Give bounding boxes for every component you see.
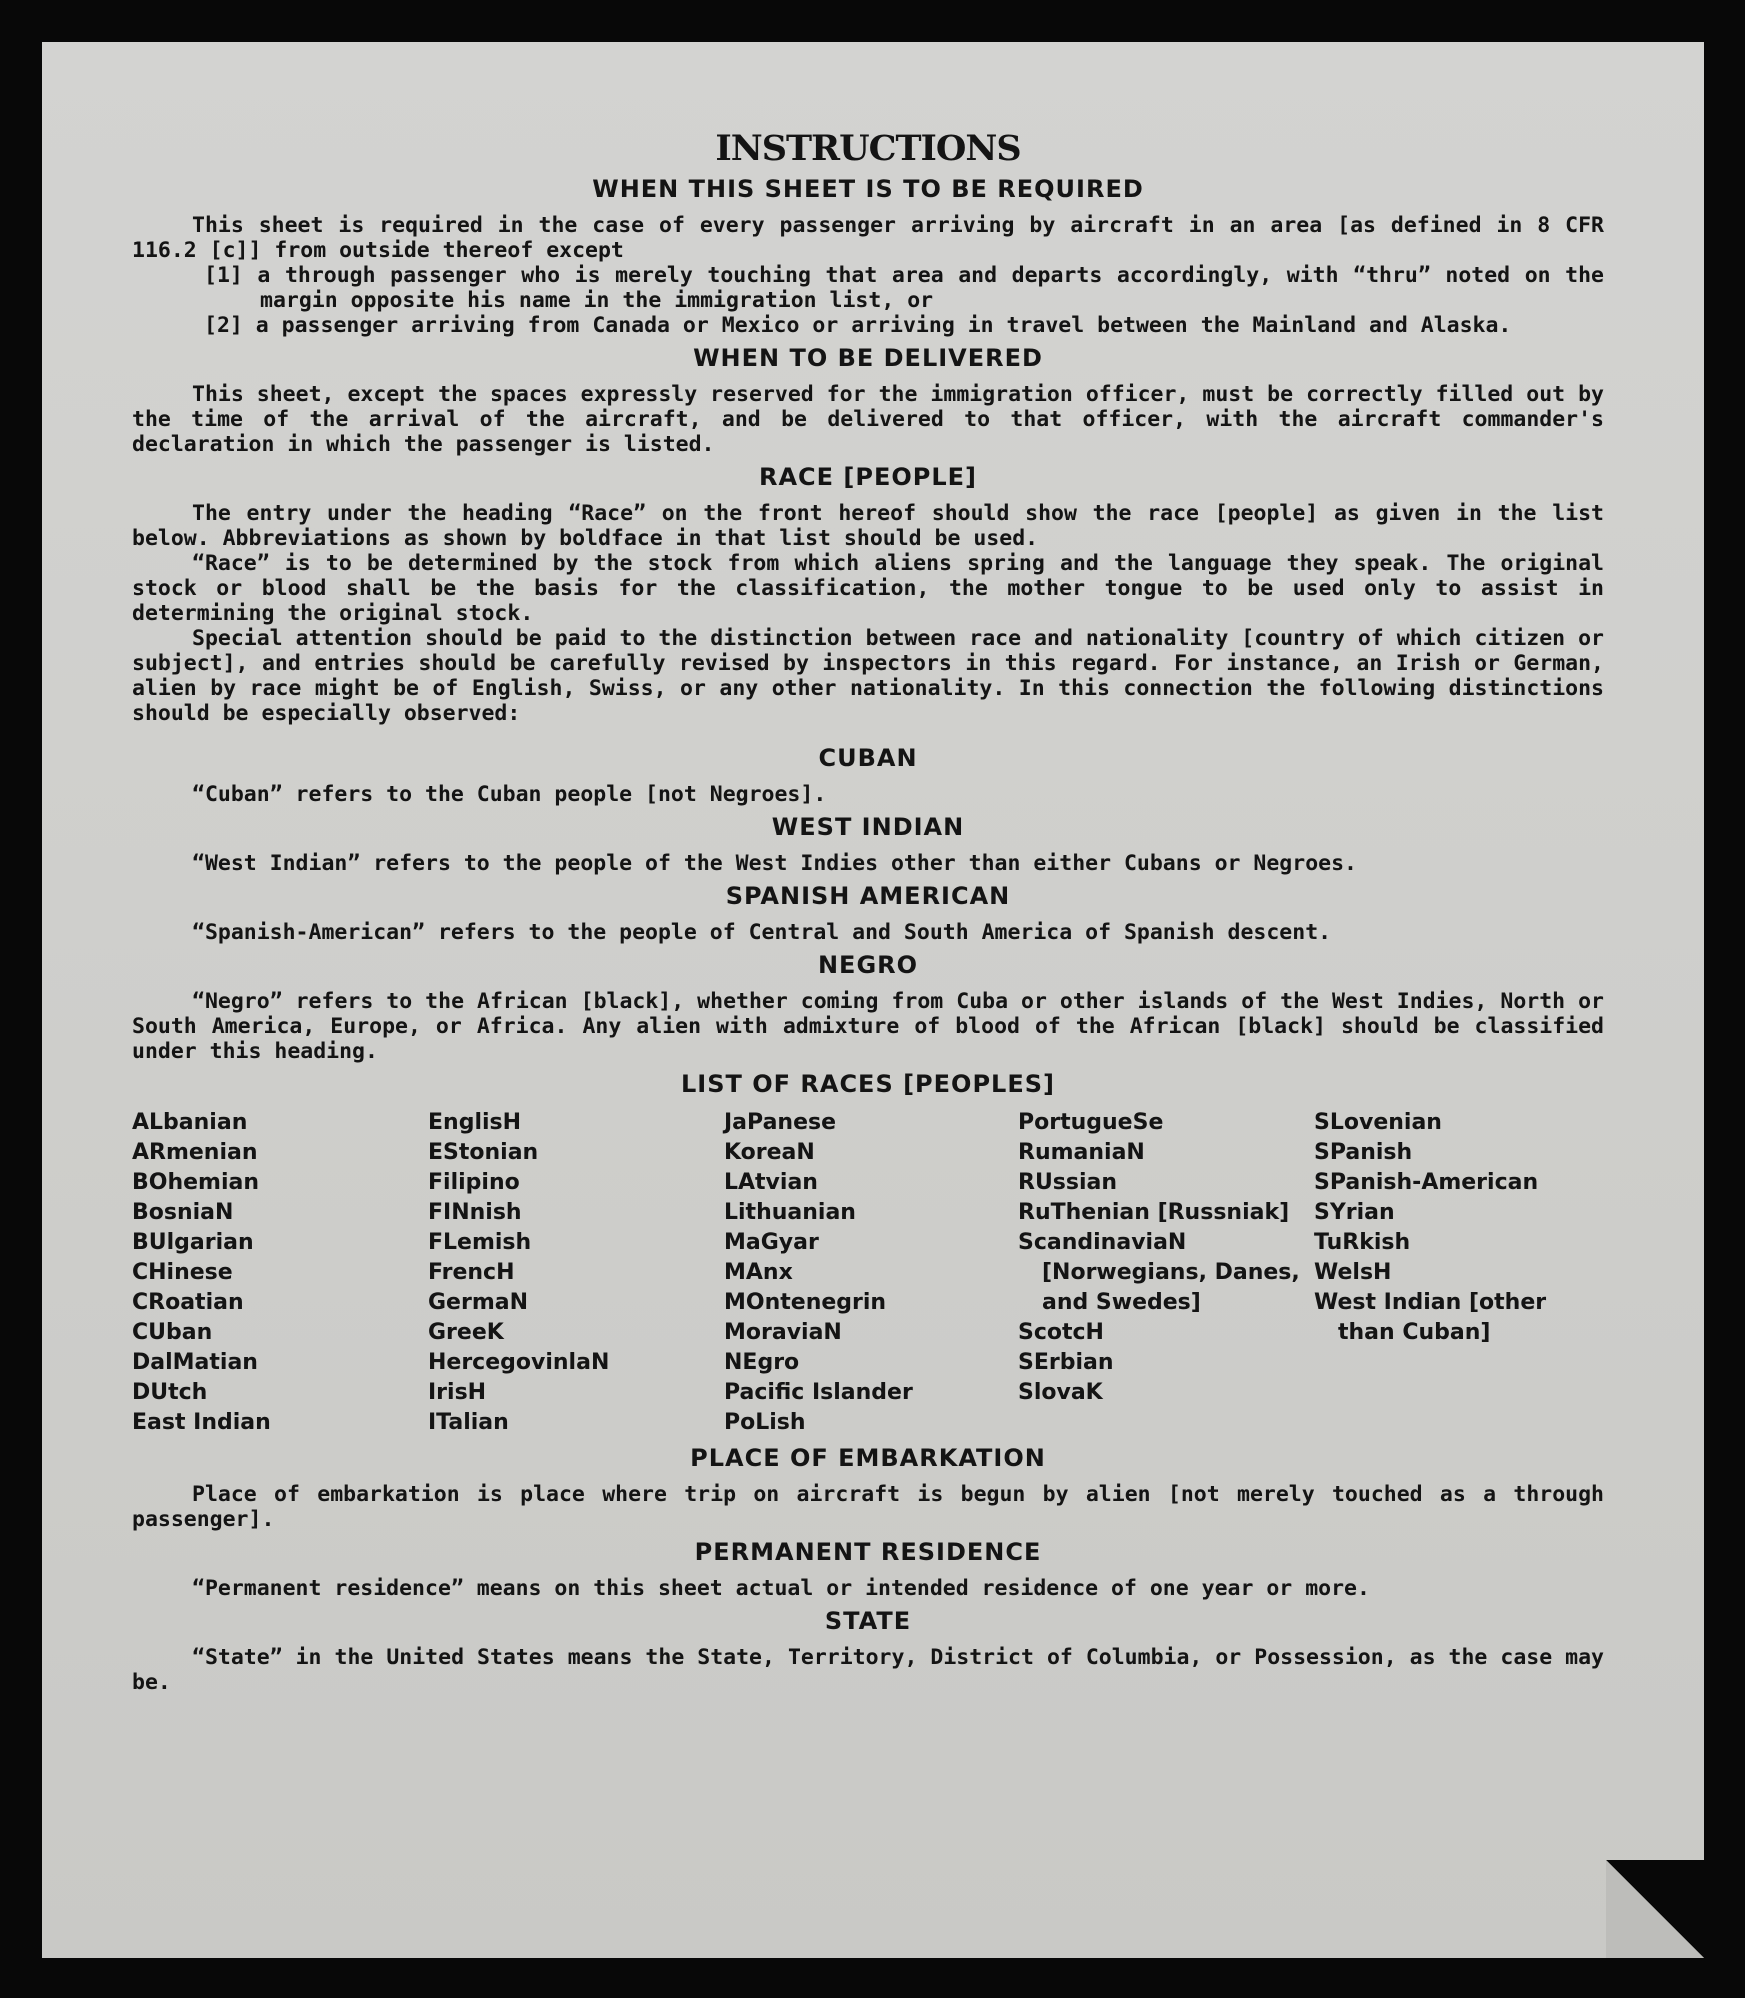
race-list-item: ALbanian bbox=[132, 1110, 248, 1135]
race-column bbox=[428, 1108, 724, 1438]
race-list-item: RuThenian [Russniak] bbox=[1018, 1200, 1290, 1225]
heading-required: WHEN THIS SHEET IS TO BE REQUIRED bbox=[592, 175, 1144, 203]
spanish-american-text: “Spanish-American” refers to the people of Central and South America of Spanish descent. bbox=[192, 920, 1332, 945]
race-list-item: SlovaK bbox=[1018, 1380, 1103, 1405]
race-list-item: PoLish bbox=[724, 1410, 806, 1435]
embarkation-text: Place of embarkation is place where trip on aircraft is begun by alien [not merely touched as a through passenger]. bbox=[132, 1482, 1604, 1532]
negro-text: “Negro” refers to the African [black], whether coming from Cuba or other islands of the West Indies, North or South America, Europe, or Africa. Any alien with admixture of blood of the African [black] should be classified under this heading. bbox=[132, 989, 1604, 1064]
race-list-item: SPanish-American bbox=[1314, 1170, 1539, 1195]
required-item-2: [2] a passenger arriving from Canada or Mexico or arriving in travel between the Mainland and Alaska. bbox=[204, 313, 1512, 338]
delivered-text: This sheet, except the spaces expressly reserved for the immigration officer, must be correctly filled out by the time of the arrival of the aircraft, and be delivered to that officer, with the aircraft commander's declaration in which the passenger is listed. bbox=[132, 382, 1604, 457]
heading-race-list: LIST OF RACES [PEOPLES] bbox=[681, 1070, 1055, 1098]
race-list bbox=[132, 1108, 1604, 1438]
race-list-item: RumaniaN bbox=[1018, 1140, 1145, 1165]
race-column bbox=[1314, 1108, 1604, 1438]
heading-spanish-american: SPANISH AMERICAN bbox=[725, 882, 1011, 910]
race-paragraph: “Race” is to be determined by the stock from which aliens spring and the language they speak. The original stock or blood shall be the basis for the classification, the mother tongue to be used only to assist in determining the original stock. bbox=[132, 551, 1604, 626]
race-list-item: MoraviaN bbox=[724, 1320, 842, 1345]
race-list-item: Lithuanian bbox=[724, 1200, 856, 1225]
race-paragraph: Special attention should be paid to the distinction between race and nationality [country of which citizen or subject], and entries should be carefully revised by inspectors in this regard. For instance, an Irish or German, alien by race might be of English, Swiss, or any other nationality. In this connection the following distinctions should be especially observed: bbox=[132, 626, 1604, 726]
heading-delivered: WHEN TO BE DELIVERED bbox=[693, 344, 1043, 372]
race-column bbox=[132, 1108, 428, 1438]
required-intro: This sheet is required in the case of every passenger arriving by aircraft in an area [as defined in 8 CFR 116.2 [c]] from outside thereof except bbox=[132, 213, 1604, 263]
race-list-item: Filipino bbox=[428, 1170, 520, 1195]
race-list-item: DUtch bbox=[132, 1380, 208, 1405]
race-list-item: BUlgarian bbox=[132, 1230, 254, 1255]
race-list-item: ARmenian bbox=[132, 1140, 258, 1165]
race-list-item: FLemish bbox=[428, 1230, 532, 1255]
race-list-item: SLovenian bbox=[1314, 1110, 1442, 1135]
cuban-text: “Cuban” refers to the Cuban people [not Negroes]. bbox=[192, 782, 827, 807]
race-list-item: Pacific Islander bbox=[724, 1380, 913, 1405]
race-list-item: JaPanese bbox=[724, 1110, 837, 1135]
race-list-item: CHinese bbox=[132, 1260, 233, 1285]
race-column bbox=[724, 1108, 1018, 1438]
race-list-item: IrisH bbox=[428, 1380, 487, 1405]
race-column bbox=[1018, 1108, 1314, 1438]
race-list-item: ScandinaviaN [Norwegians, Danes, and Swedes] bbox=[1018, 1230, 1300, 1315]
document-sheet bbox=[42, 42, 1704, 1958]
race-list-item: PortugueSe bbox=[1018, 1110, 1164, 1135]
page-title: INSTRUCTIONS bbox=[715, 128, 1021, 169]
race-list-item: KoreaN bbox=[724, 1140, 815, 1165]
race-list-item: NEgro bbox=[724, 1350, 800, 1375]
race-list-item: EnglisH bbox=[428, 1110, 522, 1135]
folded-corner bbox=[1606, 1860, 1704, 1958]
race-list-item: SYrian bbox=[1314, 1200, 1395, 1225]
race-list-item: FINnish bbox=[428, 1200, 522, 1225]
race-list-item: ITalian bbox=[428, 1410, 509, 1435]
race-list-item: BosniaN bbox=[132, 1200, 234, 1225]
heading-west-indian: WEST INDIAN bbox=[771, 813, 965, 841]
heading-negro: NEGRO bbox=[817, 951, 919, 979]
race-list-item: West Indian [other than Cuban] bbox=[1314, 1290, 1547, 1345]
race-paragraph: The entry under the heading “Race” on the front hereof should show the race [people] as given in the list below. Abbreviations as shown by boldface in that list should be used. bbox=[132, 501, 1604, 551]
race-list-item: GermaN bbox=[428, 1290, 529, 1315]
race-list-item: MAnx bbox=[724, 1260, 793, 1285]
race-list-item: WelsH bbox=[1314, 1260, 1392, 1285]
race-list-item: CUban bbox=[132, 1320, 213, 1345]
state-text: “State” in the United States means the State, Territory, District of Columbia, or Possession, as the case may be. bbox=[132, 1645, 1604, 1695]
heading-race: RACE [PEOPLE] bbox=[758, 463, 978, 491]
race-list-item: HercegovinlaN bbox=[428, 1350, 610, 1375]
race-list-item: DalMatian bbox=[132, 1350, 258, 1375]
race-list-item: East Indian bbox=[132, 1410, 271, 1435]
race-list-item: ScotcH bbox=[1018, 1320, 1104, 1345]
race-list-item: CRoatian bbox=[132, 1290, 244, 1315]
instructions-content bbox=[132, 128, 1604, 1695]
race-list-item: BOhemian bbox=[132, 1170, 260, 1195]
residence-text: “Permanent residence” means on this sheet actual or intended residence of one year or more. bbox=[192, 1576, 1370, 1601]
race-list-item: LAtvian bbox=[724, 1170, 818, 1195]
required-item-1: [1] a through passenger who is merely touching that area and departs accordingly, with “thru” noted on the margin opposite his name in the immigration list, or bbox=[204, 263, 1604, 313]
race-list-item: TuRkish bbox=[1314, 1230, 1411, 1255]
race-list-item: MaGyar bbox=[724, 1230, 819, 1255]
west-indian-text: “West Indian” refers to the people of the West Indies other than either Cubans or Negroes. bbox=[192, 851, 1357, 876]
race-list-item: MOntenegrin bbox=[724, 1290, 887, 1315]
race-list-item: EStonian bbox=[428, 1140, 539, 1165]
race-list-item: RUssian bbox=[1018, 1170, 1118, 1195]
heading-state: STATE bbox=[824, 1607, 912, 1635]
heading-residence: PERMANENT RESIDENCE bbox=[694, 1538, 1042, 1566]
race-list-item: FrencH bbox=[428, 1260, 515, 1285]
race-list-item: SPanish bbox=[1314, 1140, 1413, 1165]
heading-cuban: CUBAN bbox=[818, 744, 918, 772]
race-list-item: GreeK bbox=[428, 1320, 504, 1345]
heading-embarkation: PLACE OF EMBARKATION bbox=[690, 1444, 1046, 1472]
race-list-item: SErbian bbox=[1018, 1350, 1114, 1375]
